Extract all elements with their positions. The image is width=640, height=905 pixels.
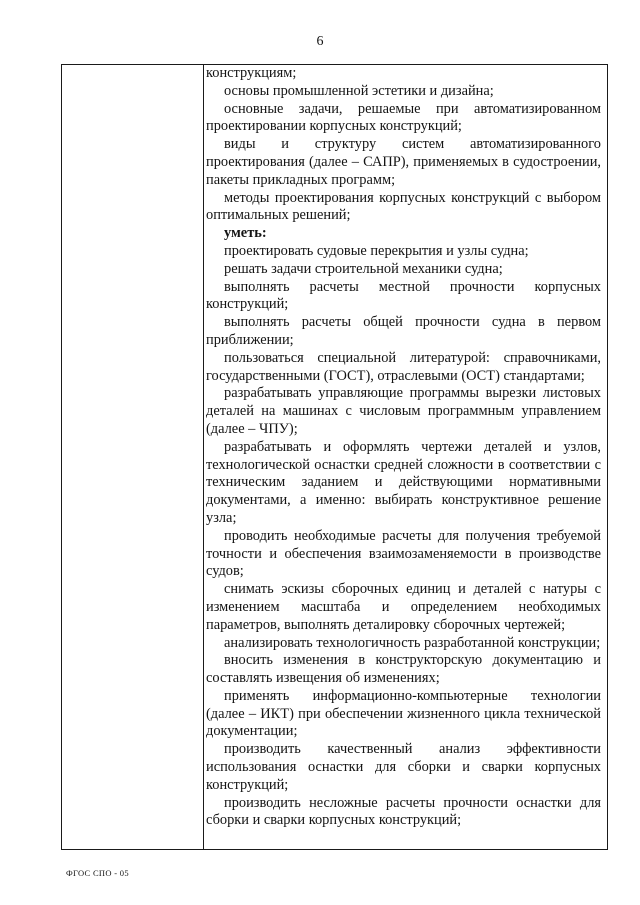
- paragraph: выполнять расчеты местной прочности корпусных конструкций;: [206, 278, 601, 313]
- paragraph: методы проектирования корпусных конструкций с выбором оптимальных решений;: [206, 189, 601, 224]
- page-number: 6: [316, 34, 324, 49]
- paragraph: проводить необходимые расчеты для получения требуемой точности и обеспечения взаимозаменяемости в производстве судов;: [206, 527, 601, 580]
- section-heading: уметь:: [224, 225, 267, 242]
- document-table: [61, 64, 608, 850]
- paragraph: снимать эскизы сборочных единиц и деталей с натуры с изменением масштаба и определением необходимых параметров, выполнять деталировку сборочных чертежей;: [206, 581, 601, 633]
- paragraph: производить качественный анализ эффективности использования оснастки для сборки и сварки корпусных конструкций;: [206, 741, 601, 793]
- paragraph: вносить изменения в конструкторскую документацию и составлять извещения об изменениях;: [206, 652, 601, 687]
- paragraph: решать задачи строительной механики судна;: [224, 260, 503, 277]
- paragraph: виды и структуру систем автоматизированного проектирования (далее – САПР), применяемых в судостроении, пакеты прикладных программ;: [206, 136, 601, 188]
- paragraph: применять информационно-компьютерные технологии (далее – ИКТ) при обеспечении жизненного цикла технической документации;: [206, 687, 601, 740]
- column-divider: [203, 65, 204, 849]
- paragraph: выполнять расчеты общей прочности судна в первом приближении;: [206, 314, 601, 348]
- paragraph: конструкциям;: [206, 65, 297, 81]
- table-content-cell: [206, 65, 601, 830]
- paragraph: анализировать технологичность разработанной конструкции;: [224, 634, 601, 651]
- paragraph: основные задачи, решаемые при автоматизированном проектировании корпусных конструкций;: [206, 100, 601, 135]
- paragraph: производить несложные расчеты прочности оснастки для сборки и сварки корпусных конструкций;: [206, 794, 601, 829]
- paragraph: разрабатывать управляющие программы вырезки листовых деталей на машинах с числовым программным управлением (далее – ЧПУ);: [206, 385, 601, 437]
- paragraph: основы промышленной эстетики и дизайна;: [224, 82, 494, 99]
- paragraph: разрабатывать и оформлять чертежи деталей и узлов, технологической оснастки средней сложности в соответствии с техническим заданием и действующими нормативными документами, а именно: выбирать конструктивное решение узла;: [206, 438, 601, 526]
- document-footer-code: ФГОС СПО - 05: [66, 868, 129, 878]
- paragraph: пользоваться специальной литературой: справочниками, государственными (ГОСТ), отраслевыми (ОСТ) стандартами;: [206, 349, 601, 384]
- paragraph: проектировать судовые перекрытия и узлы судна;: [224, 242, 529, 259]
